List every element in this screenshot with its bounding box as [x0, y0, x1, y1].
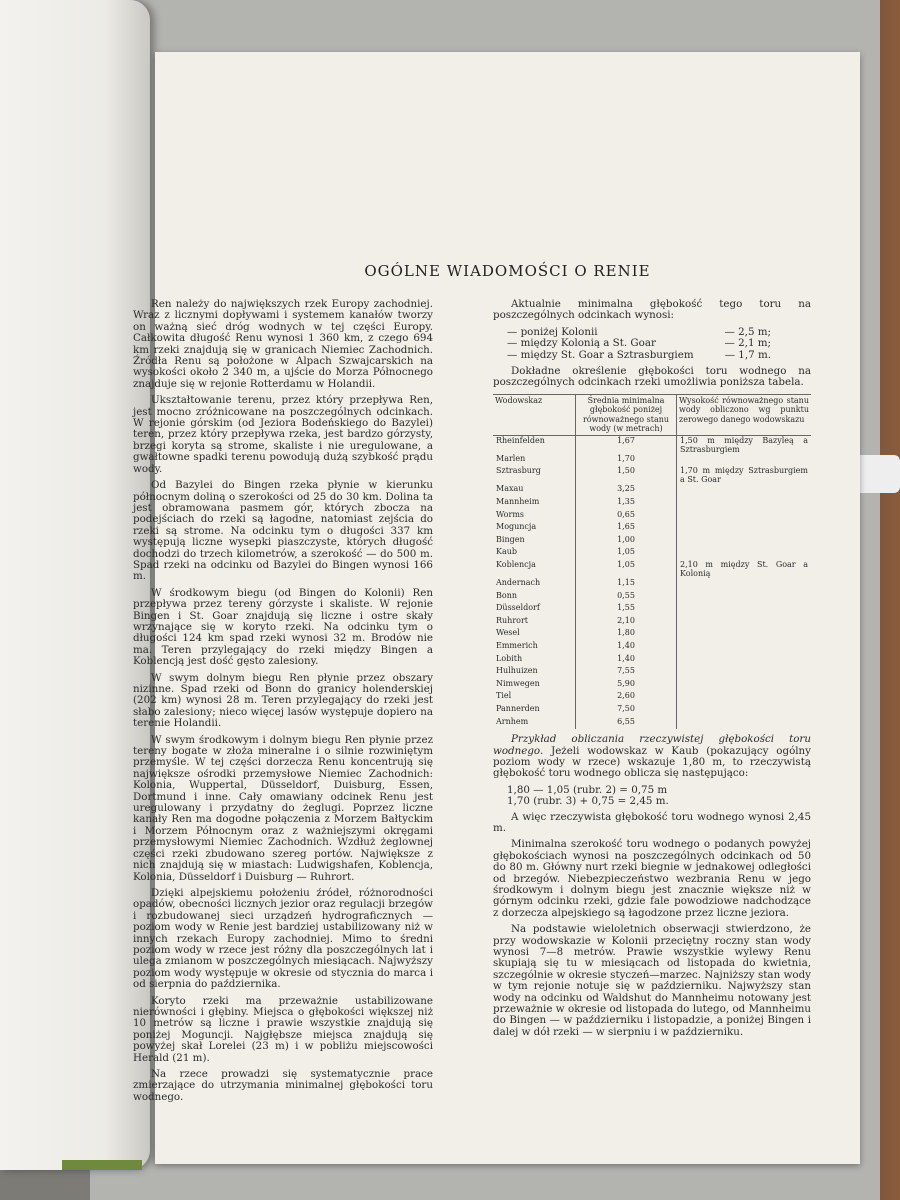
gauge-depth: 1,67 [576, 435, 677, 454]
gauge-name: Lobith [496, 653, 523, 663]
table-row [493, 641, 811, 654]
gauge-note [677, 641, 812, 654]
table-row [493, 717, 811, 730]
gauge-name: Nimwegen [496, 678, 540, 688]
gauge-name: Pannerden [496, 703, 540, 713]
paragraph: Na podstawie wieloletnich obserwacji stwierdzono, że przy wodowskazie w Kolonii przeciętny roczny stan wody wynosi 7—8 metrów. Prawie wszystkie wylewy Renu skupiają się tu w miesiącach od listopada do kwietnia, szczególnie w okresie styczeń—marzec. Najniższy stan wody w tym rejonie notuje się w październiku. Najwyższy stan wody na odcinku od Waldshut do Mannheimu notowany jest przeważnie w okresie od listopada do lutego, od Mannheimu do Bingen — w październiku i listopadzie, a poniżej Bingen i dalej w dół rzeki — w sierpniu i w październiku. [493, 923, 811, 1038]
table-row [493, 679, 811, 692]
gauge-note [677, 654, 812, 667]
paragraph: A więc rzeczywista głębokość toru wodnego wynosi 2,45 m. [493, 810, 811, 834]
gauge-name: Worms [496, 509, 525, 519]
gauge-note [677, 522, 812, 535]
gauge-depth: 1,40 [576, 654, 677, 667]
gauge-depth: 1,40 [576, 641, 677, 654]
table-row [493, 435, 811, 454]
gauge-depth: 1,35 [576, 497, 677, 510]
gauge-name: Hulhuizen [496, 666, 538, 676]
table-row [493, 603, 811, 616]
gauge-depth: 0,55 [576, 591, 677, 604]
document-page [133, 52, 860, 1164]
paragraph: W swym środkowym i dolnym biegu Ren płynie przez tereny bogate w złoża mineralne i o silnie rozwiniętym przemyśle. W tej części dorzecza Renu koncentrują się największe ośrodki przemysłowe Niemiec Zachodnich: Kolonia, Wuppertal, Düsseldorf, Duisburg, Essen, Dortmund i inne. Cały omawiany odcinek Renu jest uregulowany i przydatny do żeglugi. Poprzez liczne kanały Ren ma dogodne połączenia z Morzem Bałtyckim i Morzem Północnym oraz z ważniejszymi okręgami przemysłowymi Niemiec Zachodnich. Wzdłuż żeglownej części rzeki zbudowano szereg portów. Największe z nich znajdują się w miastach: Ludwigshafen, Koblencja, Kolonia, Düsseldorf i Duisburg — Ruhrort. [133, 733, 433, 883]
table-body [493, 435, 811, 729]
paragraph: Ren należy do największych rzek Europy zachodniej. Wraz z licznymi dopływami i systemem kanałów tworzy on ważną sieć dróg wodnych w tej części Europy. Całkowita długość Renu wynosi 1 360 km, z czego 694 km rzeki znajdują się w granicach Niemiec Zachodnich. Źródła Renu są położone w Alpach Szwajcarskich na wysokości około 2 340 m, a ujście do Morza Północnego znajduje się w rejonie Rotterdamu w Holandii. [133, 298, 433, 390]
gauge-name: Emmerich [496, 640, 538, 650]
left-column [133, 299, 433, 1108]
depth-item: — między Kolonią a St. Goar — 2,1 m; [507, 337, 771, 350]
table-row [493, 691, 811, 704]
gauge-depth: 1,55 [576, 603, 677, 616]
gauge-name: Wesel [496, 628, 520, 638]
gauge-name: Moguncja [496, 522, 537, 532]
table-header: Wysokość równoważnego stanu wody obliczono wg punktu zerowego danego wodowskazu [677, 394, 812, 435]
gauge-name: Kaub [496, 547, 518, 557]
paragraph: Dokładne określenie głębokości toru wodnego na poszczególnych odcinkach rzeki umożliwia poniższa tabela. [493, 365, 811, 389]
gauge-name: Maxau [496, 484, 524, 494]
paragraph: W środkowym biegu (od Bingen do Kolonii) Ren przepływa przez tereny górzyste i skaliste. W rejonie Bingen i St. Goar znajdują się liczne i ostre skały wrzynające się w koryto rzeki. Na odcinku tym o długości 124 km spad rzeki wynosi 32 m. Brodów nie ma. Teren przylegający do rzeki między Bingen a Koblencją jest dość gęsto zalesiony. [133, 586, 433, 668]
gauge-note [677, 510, 812, 523]
gauge-note [677, 616, 812, 629]
gauge-note [677, 717, 812, 730]
gauge-note: 2,10 m między St. Goar a Kolonią [680, 560, 808, 578]
calculation [493, 785, 811, 808]
page-title: OGÓLNE WIADOMOŚCI O RENIE [364, 262, 651, 280]
gauge-depth: 2,10 [576, 616, 677, 629]
gauge-note: 1,50 m między Bazyleą a Sztrasburgiem [680, 435, 808, 454]
paragraph: Dzięki alpejskiemu położeniu źródeł, różnorodności opadów, obecności licznych jezior oraz regulacji brzegów i rozbudowanej sieci urządzeń hydrograficznych — poziom wody w Renie jest bardziej ustabilizowany niż w innych rzekach Europy zachodniej. Mimo to średni poziom wody w rzece jest różny dla poszczególnych lat i ulega zmianom w poszczególnych miesiącach. Najwyższy poziom wody występuje w okresie od stycznia do marca i od sierpnia do października. [133, 886, 433, 991]
gauge-note [677, 666, 812, 679]
table-row [493, 616, 811, 629]
facing-page [0, 0, 150, 1170]
table-row [493, 654, 811, 667]
calc-line: 1,70 (rubr. 3) + 0,75 = 2,45 m. [507, 795, 669, 808]
gauge-name: Mannheim [496, 497, 540, 507]
gauge-depth: 1,05 [576, 560, 677, 578]
table-row [493, 704, 811, 717]
paragraph [493, 734, 811, 780]
paragraph: Na rzece prowadzi się systematycznie prace zmierzające do utrzymania minimalnej głębokości toru wodnego. [133, 1068, 433, 1103]
gauge-depth: 0,65 [576, 510, 677, 523]
gauge-note [677, 704, 812, 717]
gauge-name: Andernach [496, 578, 541, 587]
gauge-depth: 6,55 [576, 717, 677, 730]
gauge-note [677, 603, 812, 616]
gauge-name: Rheinfelden [496, 435, 545, 445]
gauge-note [677, 497, 812, 510]
gauge-depth: 7,50 [576, 704, 677, 717]
gauge-depth: 1,80 [576, 628, 677, 641]
table-row [493, 628, 811, 641]
gauge-note [677, 535, 812, 548]
gauge-depth: 2,60 [576, 691, 677, 704]
gauge-name: Tiel [496, 691, 512, 701]
gauge-depth: 1,15 [576, 578, 677, 591]
gauge-name: Sztrasburg [496, 466, 541, 476]
table-row [493, 591, 811, 604]
table-row [493, 535, 811, 548]
paragraph: Koryto rzeki ma przeważnie ustabilizowane nierówności i głębiny. Miejsca o głębokości większej niż 10 metrów są liczne i prawie wszystkie znajdują się poniżej Moguncji. Najgłębsze miejsca znajdują się powyżej skał Lorelei (23 m) i w pobliżu miejscowości Herald (21 m). [133, 994, 433, 1064]
table-row [493, 560, 811, 578]
table-header: Średnia minimalna głębokość poniżej równoważnego stanu wody (w metrach) [576, 394, 677, 435]
right-column [493, 299, 811, 1043]
table-row [493, 497, 811, 510]
table-header: Wodowskaz [493, 394, 576, 435]
table-row [493, 484, 811, 497]
table-row [493, 522, 811, 535]
gauge-depth: 1,50 [576, 466, 677, 484]
gauge-depth: 5,90 [576, 679, 677, 692]
gauge-note [677, 484, 812, 497]
binding-edge [62, 1160, 142, 1170]
gauge-name: Marlen [496, 453, 526, 463]
gauge-name: Arnhem [496, 716, 529, 726]
gauge-note [677, 578, 812, 591]
gauge-name: Bingen [496, 534, 525, 544]
paragraph: Minimalna szerokość toru wodnego o podanych powyżej głębokościach wynosi na poszczególnych odcinkach od 50 do 80 m. Główny nurt rzeki biegnie w jednakowej odległości od brzegów. Niebezpieczeństwo wezbrania Renu w jego środkowym i dolnym biegu jest znacznie większe niż w górnym odcinku rzeki, gdzie fale powodziowe nadchodzące z dorzecza alpejskiego są łagodzone przez liczne jeziora. [493, 838, 811, 919]
gauge-name: Koblencja [496, 560, 536, 569]
paragraph: Od Bazylei do Bingen rzeka płynie w kierunku północnym doliną o szerokości od 25 do 30 km. Dolina ta jest obramowana pasmem gór, których zbocza na podejściach do rzeki są łagodne, natomiast zejścia do rzeki są strome. Na odcinku tym o długości 337 km występują liczne wysepki piaszczyste, których długość dochodzi do trzech kilometrów, a szerokość — do 500 m. Spad rzeki na odcinku od Bazylei do Bingen wynosi 166 m. [133, 479, 433, 583]
example-title: Przykład obliczania rzeczywistej głębokości toru wodnego. [493, 733, 811, 757]
gauge-table [493, 394, 811, 729]
gauge-name: Ruhrort [496, 615, 529, 625]
depth-list [507, 327, 811, 361]
gauge-note [677, 679, 812, 692]
depth-item: — między St. Goar a Sztrasburgiem — 1,7 m. [507, 348, 771, 361]
gauge-depth: 1,00 [576, 535, 677, 548]
gauge-note [677, 591, 812, 604]
gauge-name: Düsseldorf [496, 603, 540, 613]
calc-line: 1,80 — 1,05 (rubr. 2) = 0,75 m [507, 783, 668, 796]
example-text: Jeżeli wodowskaz w Kaub (pokazujący ogólny poziom wody w rzece) wskazuje 1,80 m, to rzeczywistą głębokość toru wodnego oblicza się następująco: [493, 744, 812, 780]
gauge-note [677, 454, 812, 467]
gauge-depth: 1,65 [576, 522, 677, 535]
paragraph: Aktualnie minimalna głębokość tego toru na poszczególnych odcinkach wynosi: [493, 298, 811, 322]
gauge-note: 1,70 m między Sztrasburgiem a St. Goar [680, 466, 808, 485]
table-row [493, 510, 811, 523]
gauge-depth: 1,05 [576, 547, 677, 560]
gauge-depth: 3,25 [576, 484, 677, 497]
paragraph: Ukształtowanie terenu, przez który przepływa Ren, jest mocno zróżnicowane na poszczególnych odcinkach. W rejonie górskim (od Jeziora Bodeńskiego do Bazylei) teren, przez który przepływa rzeka, jest bardzo górzysty, brzegi koryta są strome, skaliste i nie uregulowane, a gwałtowne spadki terenu powodują dużą szybkość prądu wody. [133, 394, 433, 475]
gauge-note [677, 547, 812, 560]
table-row [493, 466, 811, 484]
depth-item: — poniżej Kolonii — 2,5 m; [507, 325, 771, 338]
table-row [493, 547, 811, 560]
table-row [493, 666, 811, 679]
table-row [493, 578, 811, 591]
table-row [493, 454, 811, 467]
gauge-name: Bonn [496, 590, 517, 600]
gauge-depth: 1,70 [576, 454, 677, 467]
gauge-note [677, 628, 812, 641]
gauge-note [677, 691, 812, 704]
paragraph: W swym dolnym biegu Ren płynie przez obszary nizinne. Spad rzeki od Bonn do granicy holenderskiej (202 km) wynosi 28 m. Teren przylegający do rzeki jest słabo zalesiony; nieco więcej lasów występuje dopiero na terenie Holandii. [133, 671, 433, 730]
gauge-depth: 7,55 [576, 666, 677, 679]
